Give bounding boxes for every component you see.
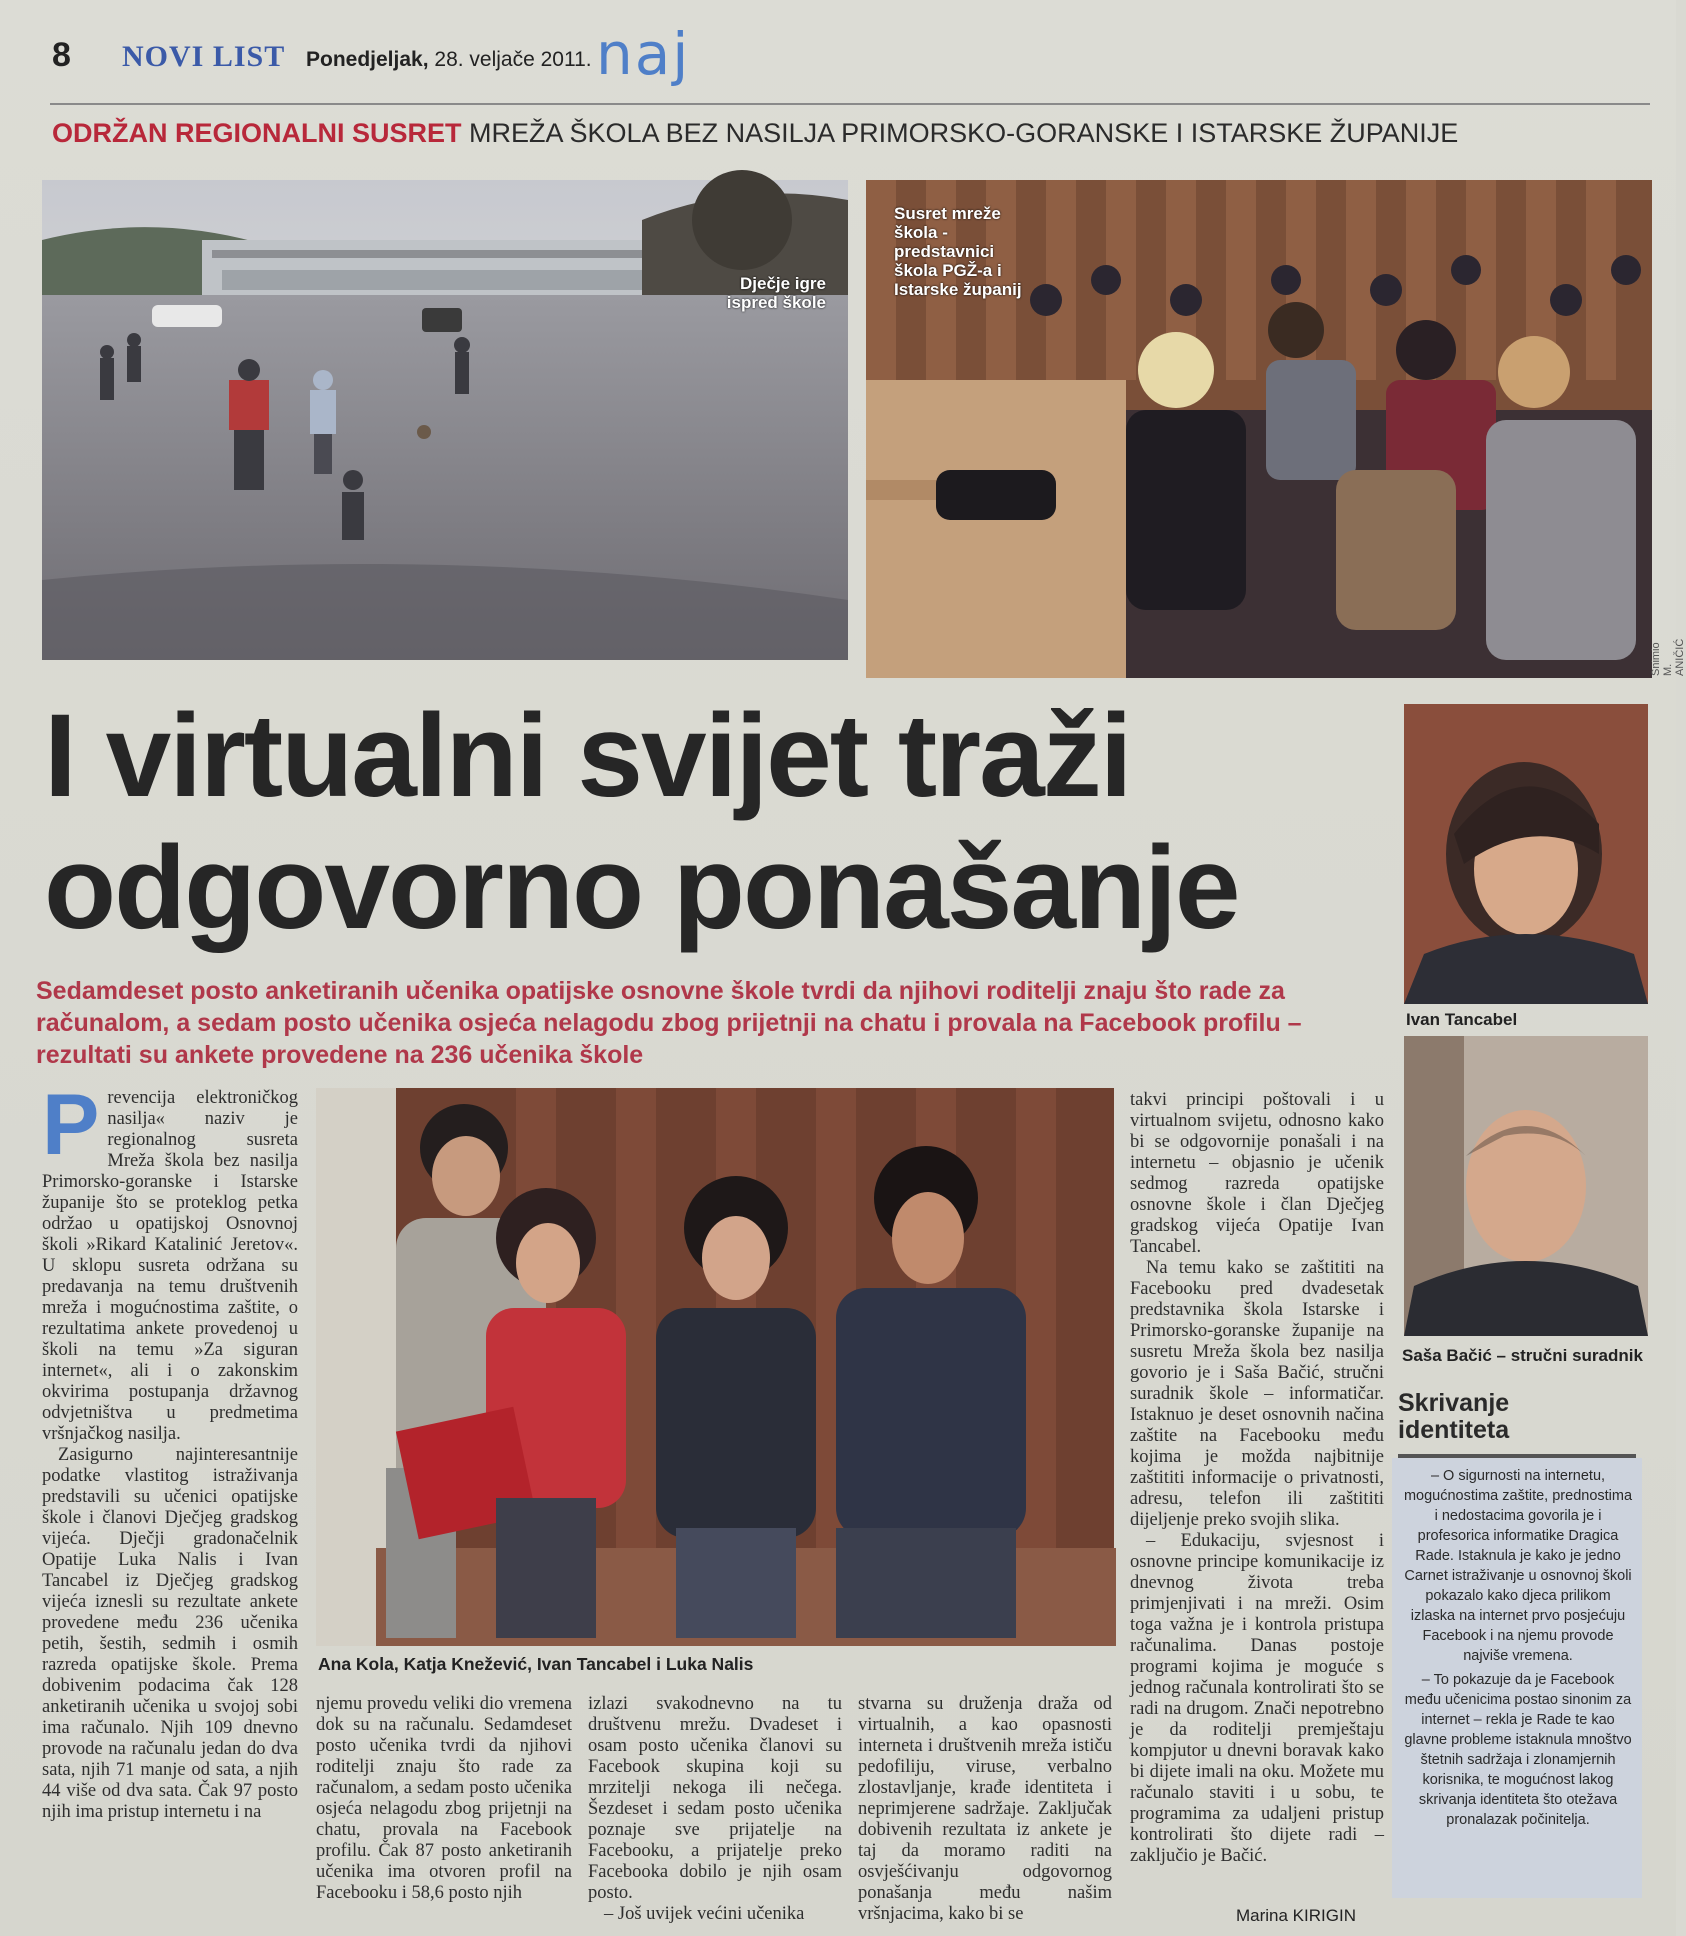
issue-date xyxy=(306,48,592,72)
sidebar-title-line-1: Skrivanje xyxy=(1398,1389,1510,1417)
article-paragraph: takvi principi poštovali i u virtualnom svijetu, odnosno kako bi se odgovornije ponašali i na internetu – objasnio je učenik sedmog razreda opatijske osnovne škole i član Dječjeg gradskog vijeća Opatije Ivan Tancabel. xyxy=(1130,1090,1384,1257)
masthead-rule xyxy=(50,103,1650,105)
kicker xyxy=(52,118,1458,149)
headline xyxy=(44,690,1239,954)
issue-date-value: 28. veljače 2011. xyxy=(434,48,592,71)
audience-photo xyxy=(866,180,1652,678)
article-paragraph: – Još uvijek većini učenika xyxy=(604,1904,805,1924)
kicker-red: ODRŽAN REGIONALNI SUSRET xyxy=(52,118,462,148)
issue-day: Ponedjeljak, xyxy=(306,48,429,71)
article-column-5 xyxy=(1130,1090,1384,1867)
schoolyard-caption-line: Dječje igre xyxy=(740,274,826,293)
page-number: 8 xyxy=(52,36,71,74)
group-photo xyxy=(316,1088,1114,1646)
portrait-sasa-bacic xyxy=(1404,1036,1648,1336)
article-column-1 xyxy=(42,1077,298,1823)
article-column-4 xyxy=(858,1694,1112,1925)
article-paragraph-text: revencija elektroničkog nasilja« naziv je regionalnog susreta Mreža škola bez nasilja Primorsko-goranske i Istarske županije što se proteklog petka održao u opatijskoj Osnovnoj školi »Rikard Katalinić Jeretov«. U sklopu susreta održana su predavanja na temu društvenih mreža i mogućnostima zaštite, o rezultatima ankete provedenoj u školi na temu »Za siguran internet«, ali i o zakonskim okvirima postupanja državnog odvjetništva u predmetima vršnjačkog nasilja. xyxy=(42,1088,298,1444)
article-paragraph: Na temu kako se zaštititi na Facebooku pred dvadesetak predstavnika škola Istarske i Primorsko-goranske županije na susretu Mreža škola bez nasilja govorio je i Saša Bačić, stručni suradnik škole – informatičar. Istaknuo je deset osnovnih načina zaštite na Facebooku među kojima je možda najbitnije zaštititi informacije o privatnosti, adresu, telefon ili zaštititi dijeljenje preko svojih slika. xyxy=(1130,1258,1384,1530)
audience-caption-line: škola - xyxy=(894,223,948,242)
headline-line-2: odgovorno ponašanje xyxy=(44,822,1239,954)
photo-credit: Snimio M. ANIČIĆ xyxy=(1650,638,1686,676)
sidebar-title-line-2: identiteta xyxy=(1398,1416,1510,1444)
newspaper-name: NOVI LIST xyxy=(122,40,286,73)
sidebar-paragraph: – O sigurnosti na internetu, mogućnostima zaštite, prednostima i nedostacima govorila je i profesorica informatike Dragica Rade. Istaknula je kako je jedno Carnet istraživanje u osnovnoj školi pokazalo kako djeca prilikom izlaska na internet prvo posjećuju Facebook i na njemu provode najviše vremena. xyxy=(1403,1468,1633,1664)
kicker-dark: MREŽA ŠKOLA BEZ NASILJA PRIMORSKO-GORANSKE I ISTARSKE ŽUPANIJE xyxy=(469,118,1459,148)
article-paragraph: izlazi svakodnevno na tu društvenu mrežu. Dvadeset i osam posto učenika članovi su Facebook skupina koji su mrzitelji nekoga ili nečega. Šezdeset i sedam posto učenika poznaje sve prijatelje na Facebooku, a prijatelje preko Facebooka dobilo je njih osam posto. xyxy=(588,1694,842,1903)
portrait1-caption: Ivan Tancabel xyxy=(1406,1010,1518,1029)
audience-caption xyxy=(894,204,1034,299)
schoolyard-caption xyxy=(726,274,826,312)
article-column-3 xyxy=(588,1694,842,1925)
headline-line-1: I virtualni svijet traži xyxy=(44,690,1131,822)
article-column-2 xyxy=(316,1694,572,1904)
portrait2-caption: Saša Bačić – stručni suradnik xyxy=(1402,1346,1643,1365)
article-paragraph: njemu provedu veliki dio vremena dok su na računalu. Sedamdeset posto učenika tvrdi da njihovi roditelji znaju što rade za računalom, a sedam posto učenika osjeća nelagodu zbog prijetnji na chatu, provala na Facebook profilu. Čak 87 posto anketiranih učenika ima otvoren profil na Facebooku i 58,6 posto njih xyxy=(316,1694,572,1903)
section-logo: naj xyxy=(596,20,691,88)
author-signature: Marina KIRIGIN xyxy=(1236,1906,1356,1925)
article-paragraph: Zasigurno najinteresantnije podatke vlastitog istraživanja predstavili su učenici opatijske škole i članovi Dječjeg gradskog vijeća. Dječji gradonačelnik Opatije Luka Nalis i Ivan Tancabel iz Dječjeg gradskog vijeća iznesli su rezultate ankete provedene među 236 učenika petih, šestih, sedmih i osmih razreda opatijske škole. Prema dobivenim podacima čak 128 anketiranih učenika u svojoj sobi ima računalo. Njih 109 dnevno provode na računalu jedan do dva sata, njih 71 manje od sata, a njih 44 više od dva sata. Čak 97 posto njih ima pristup internetu i na xyxy=(42,1445,298,1822)
sidebar-paragraph: – To pokazuje da je Facebook među učenicima postao sinonim za internet – rekla je Rade te kao glavne probleme istaknula mnoštvo štetnih sadržaja i zlonamjernih korisnika, te mogućnost lakog skrivanja identiteta što otežava pronalazak počinitelja. xyxy=(1404,1672,1632,1828)
audience-caption-line: predstavnici xyxy=(894,242,995,261)
sidebar-title xyxy=(1398,1390,1509,1444)
group-photo-caption: Ana Kola, Katja Knežević, Ivan Tancabel i Luka Nalis xyxy=(318,1654,754,1674)
audience-caption-line: Susret mreže xyxy=(894,204,1001,223)
article-paragraph xyxy=(42,1077,298,1445)
dropcap: P xyxy=(42,1077,100,1173)
portrait-ivan-tancabel xyxy=(1404,704,1648,1004)
article-paragraph: – Edukaciju, svjesnost i osnovne principe komunikacije iz dnevnog života treba primjenjivati i na mreži. Osim toga važna je i kontrola pristupa računalima. Danas postoje programi kojima je moguće s jednog računala kontrolirati što se radi na drugom. Znači nepotrebno je da roditelji premještaju kompjutor u dnevni boravak kako bi dijete imali na oku. Možete mu računalo staviti i u sobu, te programima za udaljeni pristup kontrolirati što dijete radi – zaključio je Bačić. xyxy=(1130,1531,1384,1866)
schoolyard-caption-line: ispred škole xyxy=(726,293,826,312)
article-paragraph: stvarna su druženja draža od virtualnih, a kao opasnosti interneta i društvenih mreža ističu pedofiliju, viruse, verbalno zlostavljanje, krađe identiteta i neprimjerene sadržaje. Zaključak dobivenih rezultata iz ankete je taj da moramo raditi na osvješćivanju odgovornog ponašanja među našim vršnjacima, kako bi se xyxy=(858,1694,1112,1924)
sidebar-text xyxy=(1402,1466,1634,1834)
deck: Sedamdeset posto anketiranih učenika opatijske osnovne škole tvrdi da njihovi roditelji znaju što rade za računalom, a sedam posto učenika osjeća nelagodu zbog prijetnji na chatu i provala na Facebook profilu – rezultati su ankete provedene na 236 učenika škole xyxy=(36,977,1302,1069)
audience-caption-line: Istarske županij xyxy=(894,280,1022,299)
schoolyard-photo xyxy=(42,180,848,660)
audience-caption-line: škola PGŽ-a i xyxy=(894,261,1002,280)
